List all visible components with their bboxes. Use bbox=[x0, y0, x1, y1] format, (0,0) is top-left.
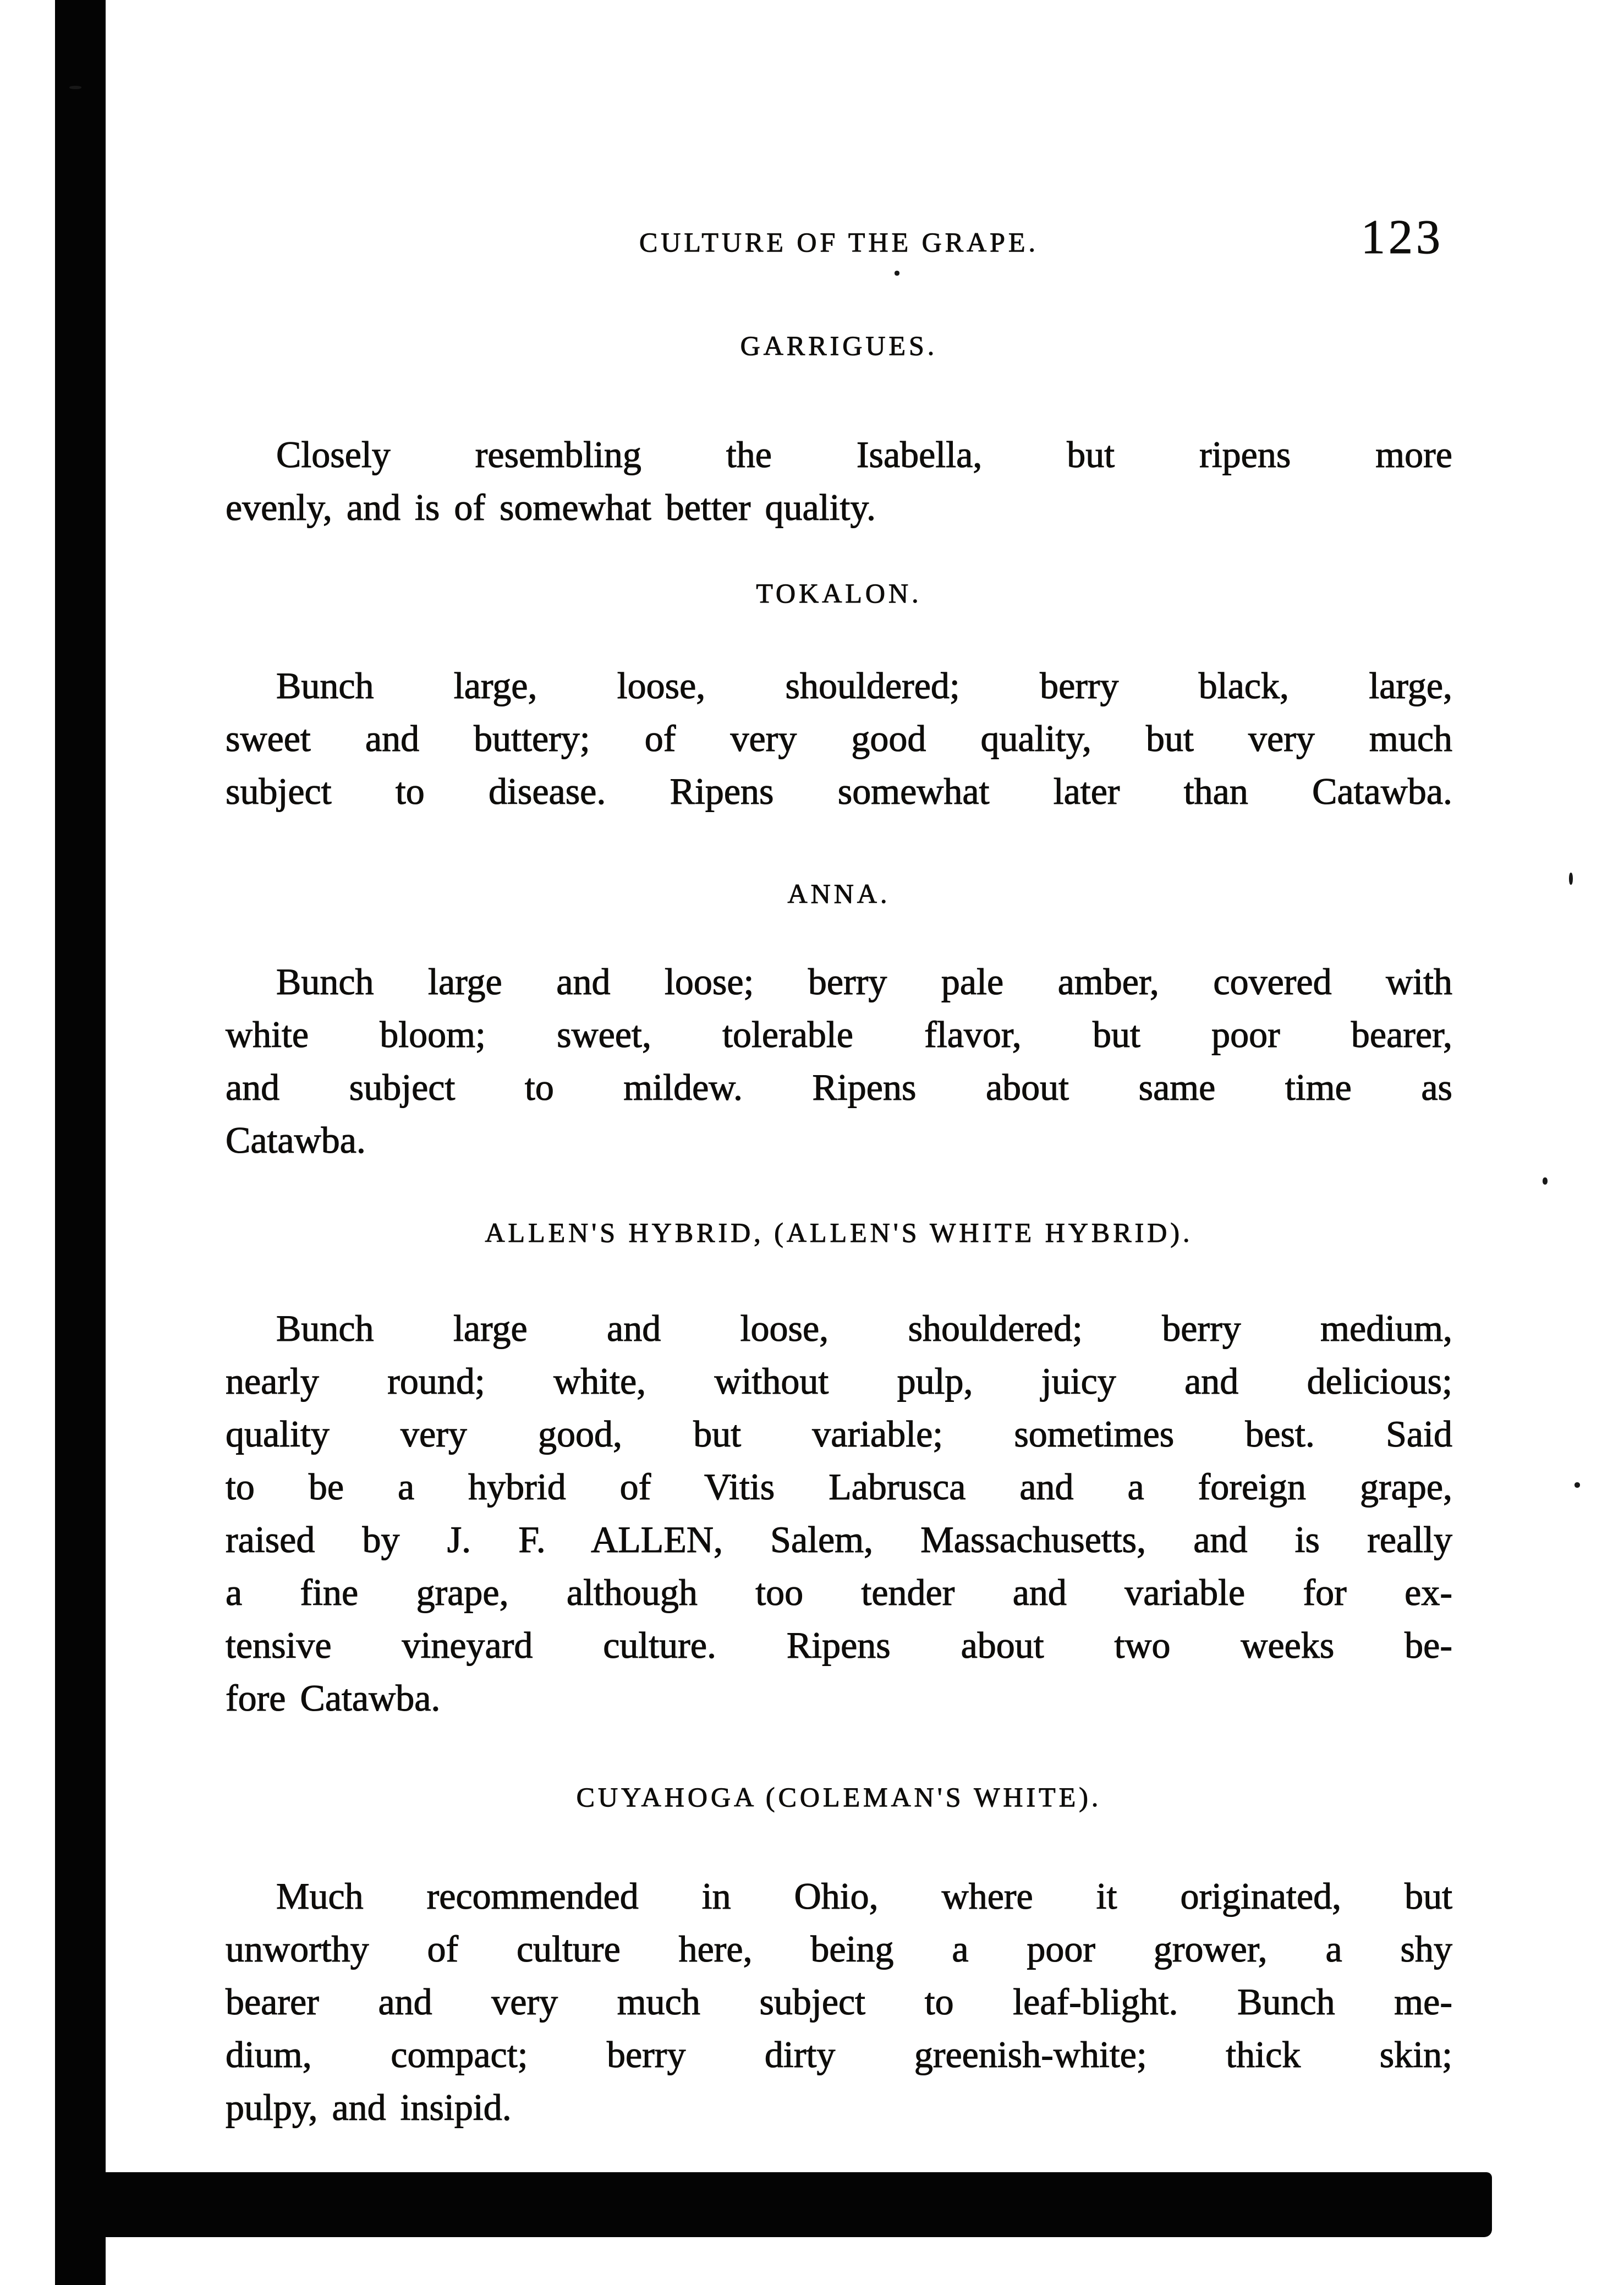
section-heading-tokalon: TOKALON. bbox=[756, 578, 922, 609]
text-line: to be a hybrid of Vitis Labrusca and a foreign grape, bbox=[226, 1466, 1452, 1508]
running-head-title: CULTURE OF THE GRAPE. bbox=[639, 227, 1039, 257]
text-line: dium, compact; berry dirty greenish-white; thick skin; bbox=[226, 2034, 1452, 2075]
section-heading-garrigues: GARRIGUES. bbox=[740, 330, 938, 361]
text-line: Closely resembling the Isabella, but ripens more bbox=[276, 434, 1452, 475]
text-line: and subject to mildew. Ripens about same time as bbox=[226, 1066, 1452, 1108]
scan-edge-left-bar bbox=[55, 0, 106, 2285]
text-line: fore Catawba. bbox=[226, 1677, 441, 1719]
text-line: quality very good, but variable; sometimes best. Said bbox=[226, 1413, 1452, 1455]
text-line: Much recommended in Ohio, where it originated, but bbox=[276, 1875, 1452, 1917]
text-line: unworthy of culture here, being a poor grower, a shy bbox=[226, 1928, 1452, 1970]
ink-speck bbox=[1543, 1177, 1548, 1185]
paragraph-allens-hybrid bbox=[226, 1302, 1452, 1724]
paragraph-garrigues bbox=[226, 428, 1452, 534]
ink-speck bbox=[69, 86, 81, 89]
text-line: nearly round; white, without pulp, juicy and delicious; bbox=[226, 1360, 1452, 1402]
running-head bbox=[226, 211, 1452, 264]
text-line: raised by J. F. ALLEN, Salem, Massachusetts, and is really bbox=[226, 1519, 1452, 1560]
section-heading-anna: ANNA. bbox=[787, 878, 891, 909]
text-line: Bunch large, loose, shouldered; berry black, large, bbox=[276, 665, 1452, 706]
text-line: Bunch large and loose, shouldered; berry medium, bbox=[276, 1307, 1452, 1349]
text-line: pulpy, and insipid. bbox=[226, 2086, 512, 2128]
paragraph-cuyahoga bbox=[226, 1870, 1452, 2134]
paragraph-anna bbox=[226, 955, 1452, 1166]
text-line: Catawba. bbox=[226, 1119, 366, 1161]
ink-speck bbox=[1574, 1482, 1580, 1488]
page-number: 123 bbox=[1361, 211, 1444, 264]
ink-speck bbox=[1569, 873, 1573, 885]
section-heading-cuyahoga: CUYAHOGA (COLEMAN'S WHITE). bbox=[576, 1782, 1102, 1812]
paragraph-tokalon bbox=[226, 659, 1452, 818]
text-line: tensive vineyard culture. Ripens about two weeks be- bbox=[226, 1624, 1452, 1666]
text-line: bearer and very much subject to leaf-blight. Bunch me- bbox=[226, 1981, 1452, 2023]
text-line: sweet and buttery; of very good quality, but very much bbox=[226, 717, 1452, 759]
section-heading-allens-hybrid: ALLEN'S HYBRID, (ALLEN'S WHITE HYBRID). bbox=[485, 1217, 1193, 1248]
text-line: a fine grape, although too tender and variable for ex- bbox=[226, 1571, 1452, 1613]
text-line: Bunch large and loose; berry pale amber, covered with bbox=[276, 961, 1452, 1002]
page-content bbox=[226, 0, 1452, 2285]
text-line: white bloom; sweet, tolerable flavor, but poor bearer, bbox=[226, 1013, 1452, 1055]
text-line: subject to disease. Ripens somewhat later than Catawba. bbox=[226, 770, 1452, 812]
text-line: evenly, and is of somewhat better quality. bbox=[226, 486, 876, 528]
